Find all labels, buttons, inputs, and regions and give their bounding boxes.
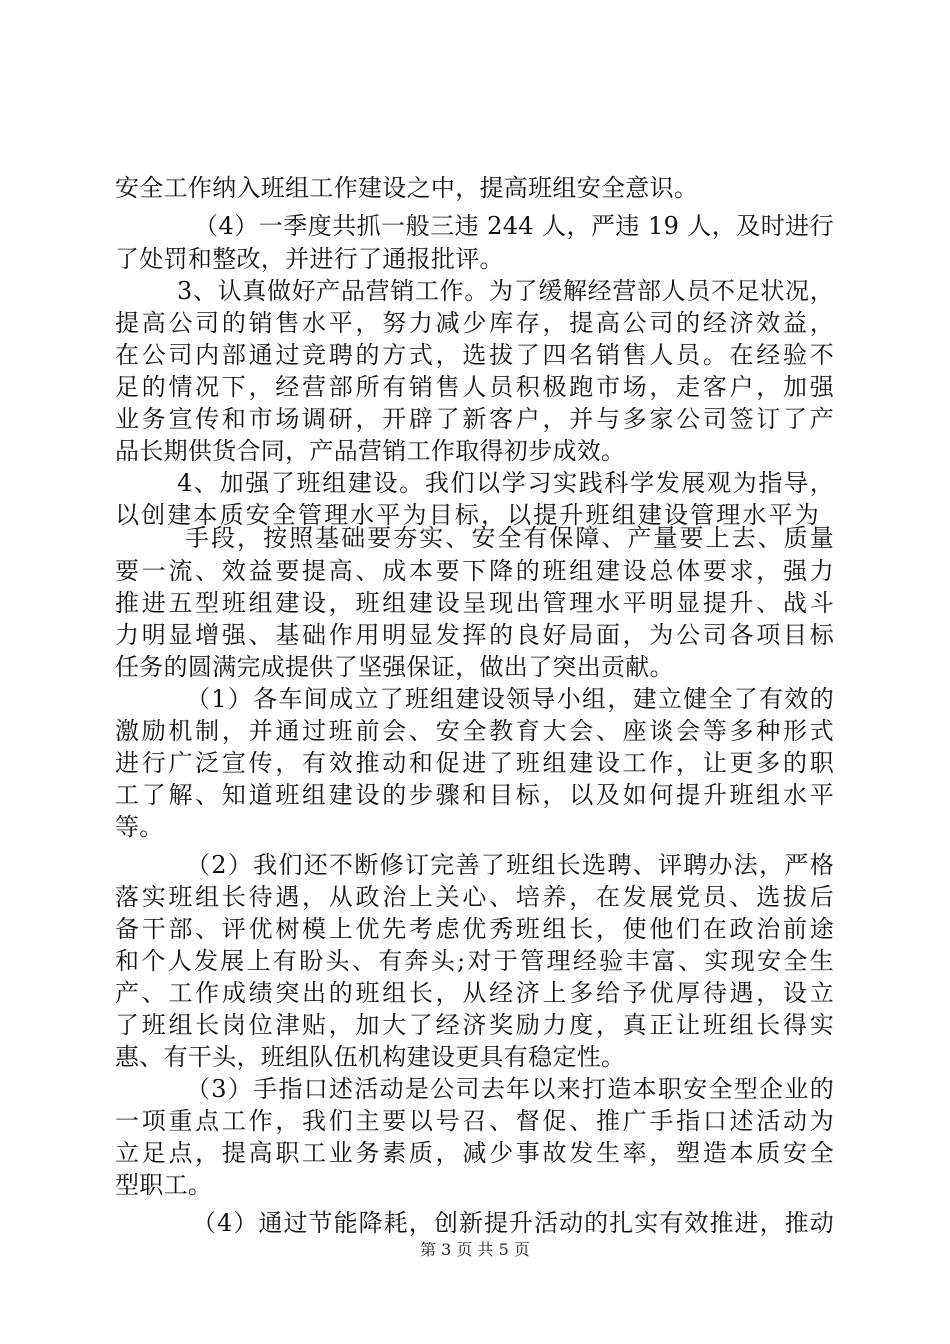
text-line: 进行广泛宣传，有效推动和促进了班组建设工作，让更多的职 bbox=[115, 749, 834, 777]
text-line: 以创建本质安全管理水平为目标，以提升班组建设管理水平为 bbox=[115, 501, 819, 529]
text-line: 型职工。 bbox=[115, 1171, 213, 1199]
text-line: 备干部、评优树模上优先考虑优秀班组长，使他们在政治前途 bbox=[115, 915, 834, 943]
text-line: 任务的圆满完成提供了坚强保证，做出了突出贡献。 bbox=[115, 653, 674, 681]
text-line: 3、认真做好产品营销工作。为了缓解经营部人员不足状况， bbox=[177, 277, 834, 305]
text-line: 等。 bbox=[115, 813, 164, 841]
text-line: 足的情况下，经营部所有销售人员积极跑市场，走客户，加强 bbox=[115, 373, 834, 401]
text-line: 产、工作成绩突出的班组长，从经济上多给予优厚待遇，设立 bbox=[115, 979, 834, 1007]
text-line: 和个人发展上有盼头、有奔头;对于管理经验丰富、实现安全生 bbox=[115, 947, 834, 975]
text-line: 品长期供货合同，产品营销工作取得初步成效。 bbox=[115, 437, 626, 465]
text-line: 惠、有干头，班组队伍机构建设更具有稳定性。 bbox=[115, 1043, 626, 1071]
text-line: 推进五型班组建设，班组建设呈现出管理水平明显提升、战斗 bbox=[115, 589, 834, 617]
text-line: （3）手指口述活动是公司去年以来打造本职安全型企业的 bbox=[186, 1075, 834, 1103]
text-line: （2）我们还不断修订完善了班组长选聘、评聘办法，严格 bbox=[186, 851, 834, 879]
text-line: 力明显增强、基础作用明显发挥的良好局面，为公司各项目标 bbox=[115, 621, 834, 649]
text-line: 落实班组长待遇，从政治上关心、培养，在发展党员、选拔后 bbox=[115, 883, 834, 911]
text-line: （4）通过节能降耗，创新提升活动的扎实有效推进，推动 bbox=[192, 1209, 834, 1237]
page-number-footer: 第 3 页 共 5 页 bbox=[420, 1240, 530, 1259]
text-line: 业务宣传和市场调研，开辟了新客户，并与多家公司签订了产 bbox=[115, 405, 834, 433]
text-line: 安全工作纳入班组工作建设之中，提高班组安全意识。 bbox=[115, 174, 699, 202]
text-line: 了班组长岗位津贴，加大了经济奖励力度，真正让班组长得实 bbox=[115, 1011, 834, 1039]
text-line: 手段，按照基础要夯实、安全有保障、产量要上去、质量 bbox=[185, 524, 834, 552]
text-line: 要一流、效益要提高、成本要下降的班组建设总体要求，强力 bbox=[115, 557, 834, 585]
text-line: 一项重点工作，我们主要以号召、督促、推广手指口述活动为 bbox=[115, 1107, 834, 1135]
text-line: （1）各车间成立了班组建设领导小组，建立健全了有效的 bbox=[186, 685, 834, 713]
text-line: 激励机制，并通过班前会、安全教育大会、座谈会等多种形式 bbox=[115, 717, 834, 745]
text-line: 了处罚和整改，并进行了通报批评。 bbox=[115, 245, 504, 273]
text-line: 工了解、知道班组建设的步骤和目标，以及如何提升班组水平 bbox=[115, 781, 834, 809]
text-line: （4）一季度共抓一般三违 244 人，严违 19 人，及时进行 bbox=[194, 212, 834, 240]
text-line: 立足点，提高职工业务素质，减少事故发生率，塑造本质安全 bbox=[115, 1139, 834, 1167]
text-line: 在公司内部通过竞聘的方式，选拔了四名销售人员。在经验不 bbox=[115, 341, 834, 369]
text-line: 提高公司的销售水平，努力减少库存，提高公司的经济效益， bbox=[115, 309, 834, 337]
text-line: 4、加强了班组建设。我们以学习实践科学发展观为指导， bbox=[177, 469, 834, 497]
